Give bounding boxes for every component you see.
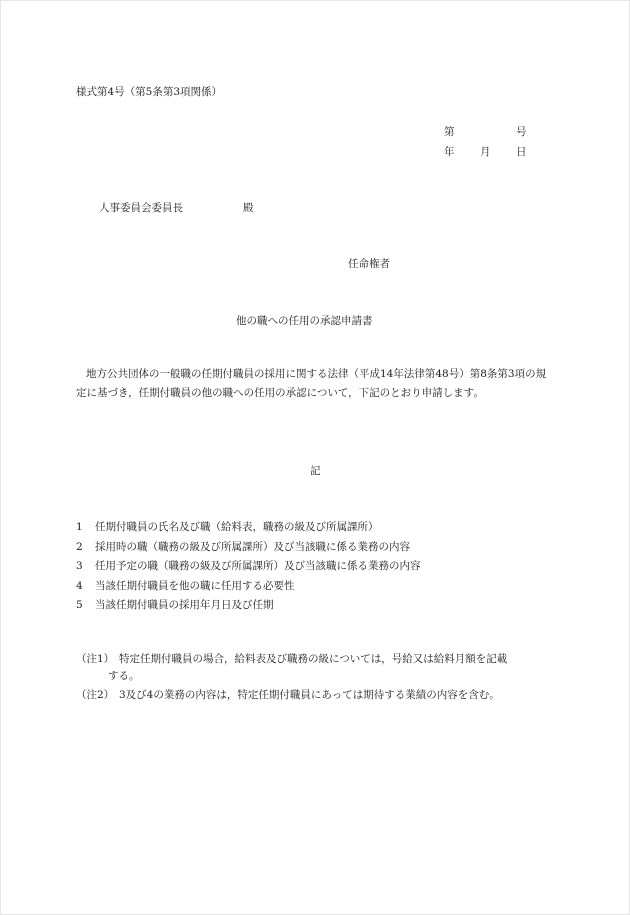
list-item	[76, 596, 421, 616]
list-item	[76, 538, 421, 558]
note-1	[76, 651, 507, 684]
list-item	[76, 518, 421, 538]
addressee	[99, 200, 254, 215]
item-number: 3	[76, 560, 83, 572]
notes	[76, 651, 507, 704]
item-text: 任期付職員の氏名及び職（給料表，職務の級及び所属課所）	[95, 521, 379, 533]
note-2	[76, 687, 507, 704]
note-label: （注1）	[76, 653, 115, 665]
item-text: 採用時の職（職務の級及び所属課所）及び当該職に係る業務の内容	[95, 540, 410, 553]
body-paragraph	[76, 365, 554, 403]
note-label: （注2）	[76, 689, 115, 701]
day-label: 日	[516, 146, 527, 158]
note-text: 特定任期付職員の場合，給料表及び職務の級については，号給又は給料月額を記載	[119, 653, 508, 665]
number-prefix: 第	[444, 126, 455, 138]
note-continuation: する。	[108, 669, 140, 682]
form-number: 様式第4号（第5条第3項関係）	[76, 86, 223, 98]
body-text: 地方公共団体の一般職の任期付職員の採用に関する法律（平成14年法律第48号）第8条第3項の規定に基づき，任期付職員の他の職への任用の承認について，下記のとおり申請します。	[76, 368, 547, 399]
item-text: 任用予定の職（職務の級及び所属課所）及び当該職に係る業務の内容	[95, 560, 421, 572]
page-title: 他の職への任用の承認申請書	[236, 315, 373, 327]
item-number: 4	[76, 579, 83, 592]
item-number: 2	[76, 540, 83, 553]
list-item	[76, 557, 421, 577]
addressee-honorific: 殿	[243, 202, 254, 214]
item-text: 当該任期付職員の採用年月日及び任期	[95, 599, 274, 611]
item-number: 5	[76, 599, 83, 611]
ki-heading: 記	[310, 465, 321, 477]
number-suffix: 号	[516, 126, 527, 138]
note-text: 3及び4の業務の内容は，特定任期付職員にあっては期待する業績の内容を含む。	[119, 689, 500, 701]
item-number: 1	[76, 521, 83, 533]
month-label: 月	[480, 146, 491, 158]
item-text: 当該任期付職員を他の職に任用する必要性	[95, 579, 295, 592]
year-label: 年	[444, 146, 455, 158]
appointer: 任命権者	[348, 258, 390, 270]
addressee-name: 人事委員会委員長	[99, 202, 183, 214]
list-item	[76, 577, 421, 597]
item-list	[76, 518, 421, 616]
